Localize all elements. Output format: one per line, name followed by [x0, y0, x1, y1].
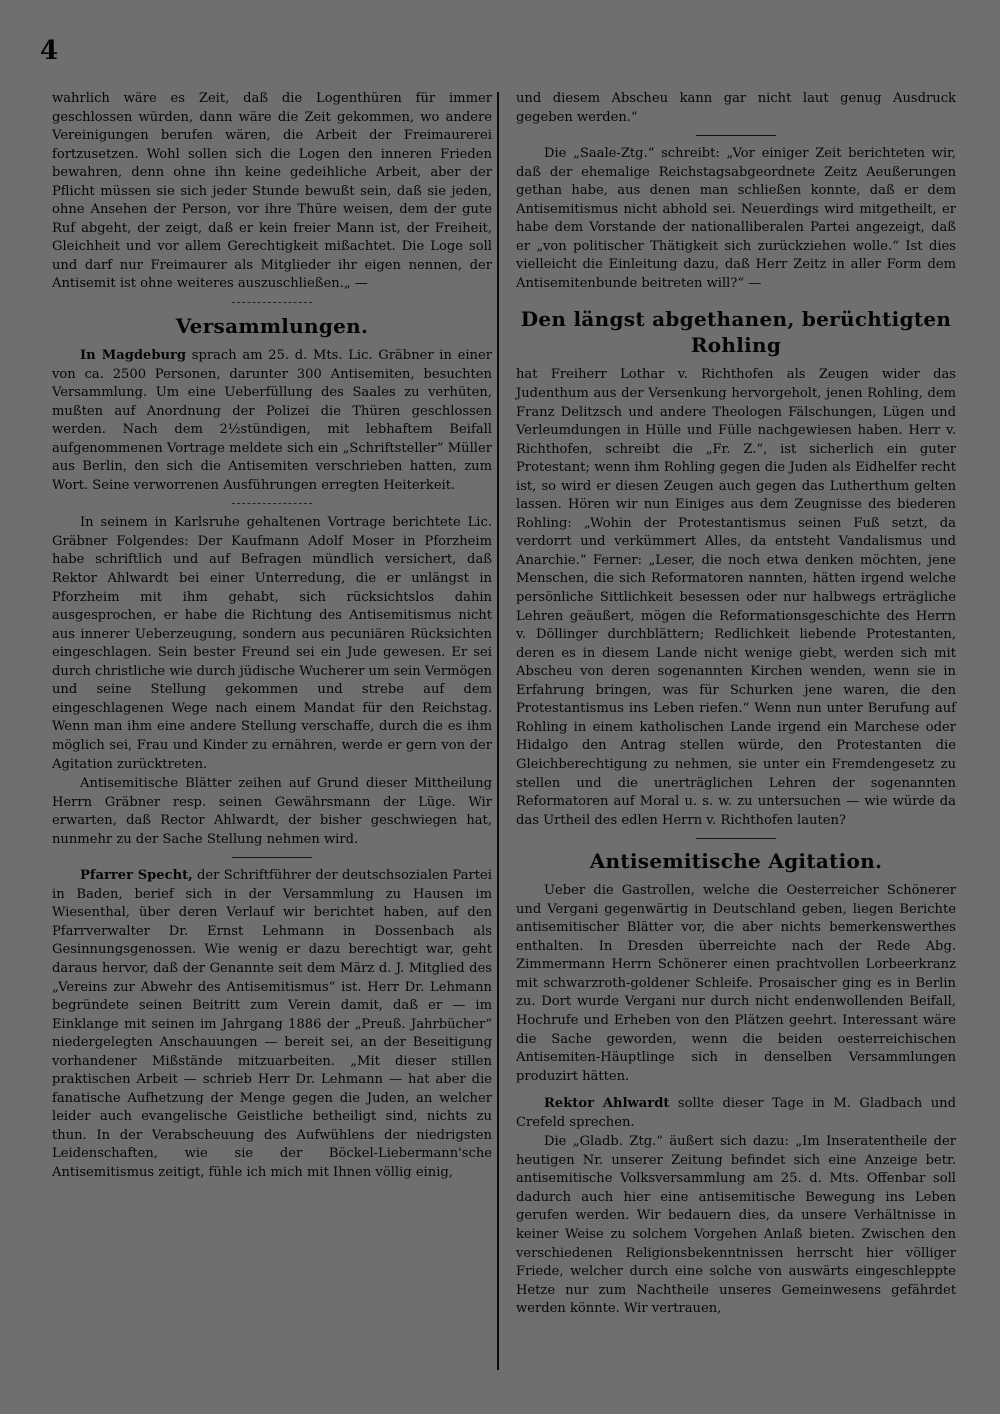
- paragraph-text: sollte dieser Tage in M. Gladbach und Crefeld sprechen.: [516, 1096, 956, 1130]
- column-rule: [497, 92, 499, 1370]
- section-heading-agitation: Antisemitische Agitation.: [589, 849, 883, 874]
- section-heading-versammlungen: Versammlungen.: [175, 314, 369, 339]
- paragraph-rohling: hat Freiherr Lothar v. Richthofen als Zeugen wider das Judenthum aus der Versenkung hervorgeholt, jenen Rohling, dem Franz Delitzsch und andere Theologen Fälschungen, Lügen und Verleumdungen in Hülle und Fülle nachgewiesen haben. Herr v. Richthofen, schreibt die „Fr. Z.“, ist sicherlich ein guter Protestant; wenn ihm Rohling gegen die Juden als Eidhelfer recht ist, so wird er diesen Zeugen auch gegen das Lutherthum gelten lassen. Hören wir nun Einiges aus dem Zeugnisse des biederen Rohling: „Wohin der Protestantismus seinen Fuß setzt, da verdorrt und verkümmert Alles, da entsteht Vandalismus und Anarchie.“ Ferner: „Leser, die noch etwa denken möchten, jene Menschen, die sich Reformatoren nannten, hätten irgend welche persönliche Sittlichkeit besessen oder nur halbwegs erträgliche Lehren geäußert, mögen die Reformationsgeschichte des Herrn v. Döllinger durchblättern; Redlichkeit liebende Protestanten, deren es in diesem Lande nicht wenige giebt, werden sich mit Abscheu von deren sogenannten Kirchen wenden, wenn sie in Erfahrung bringen, was für Schurken jene waren, die den Protestantismus ins Leben riefen.“ Wenn nun unter Berufung auf Rohling in einem katholischen Lande irgend ein Marchese oder Hidalgo den Antrag stellen würde, den Protestanten die Gleichberechtigung zu nehmen, sie unter ein Fremdengesetz zu stellen und die unerträglichen Lehren der sogenannten Reformatoren auf Moral u. s. w. zu untersuchen — wie würde da das Urtheil des edlen Herrn v. Richthofen lauten?: [516, 367, 956, 828]
- separator: [232, 503, 312, 505]
- paragraph-karlsruhe: In seinem in Karlsruhe gehaltenen Vortrage berichtete Lic. Gräbner Folgendes: Der Kaufmann Adolf Moser in Pforzheim habe schriftlich und auf Befragen mündlich versichert, daß Rektor Ahlwardt bei einer Unterredung, die er unlängst in Pforzheim mit ihm gehabt, sich rücksichtslos dahin ausgesprochen, er habe die Richtung des Antisemitismus nicht aus innerer Ueberzeugung, sondern aus pecuniären Rücksichten eingeschlagen. Sein bester Freund sei ein Jude gewesen. Er sei durch christliche wie durch jüdische Wucherer um sein Vermögen und seine Stellung gekommen und strebe auf dem eingeschlagenen Wege nach einem Mandat für den Reichstag. Wenn man ihm eine andere Stellung verschaffe, durch die es ihm möglich sei, Frau und Kinder zu ernähren, werde er gern von der Agitation zurücktreten.: [52, 515, 492, 772]
- right-column: [516, 90, 956, 1320]
- paragraph-specht: [52, 867, 492, 1182]
- left-column: [52, 90, 492, 1184]
- paragraph-text: sprach am 25. d. Mts. Lic. Gräbner in einer von ca. 2500 Personen, darunter 300 Antisemiten, besuchten Versammlung. Um eine Ueberfüllung des Saales zu verhüten, mußten auf Anordnung der Polizei die Thüren geschlossen werden. Nach dem 2½stündigen, mit lebhaftem Beifall aufgenommenen Vortrage meldete sich ein „Schriftsteller“ Müller aus Berlin, den sich die Antisemiten verschrieben hatten, zum Wort. Seine verworrenen Ausführungen erregten Heiterkeit.: [52, 348, 492, 493]
- paragraph-gladb-ztg: Die „Gladb. Ztg.“ äußert sich dazu: „Im Inseratentheile der heutigen Nr. unserer Zeitung befindet sich eine Anzeige betr. antisemitische Volksversammlung am 25. d. Mts. Offenbar soll dadurch auch hier eine antisemitische Bewegung ins Leben gerufen werden. Wir bedauern dies, da unsere Verhältnisse in keiner Weise zu solchem Vorgehen Anlaß bieten. Zwischen den verschiedenen Religionsbekenntnissen herrscht hier völliger Friede, welcher durch eine solche von auswärts eingeschleppte Hetze nur zum Nachtheile unseres Gemeinwesens gefährdet werden könnte. Wir vertrauen,: [516, 1134, 956, 1317]
- page-number: 4: [40, 36, 59, 66]
- article-continuation: und diesem Abscheu kann gar nicht laut genug Ausdruck gegeben werden.“: [516, 91, 956, 125]
- paragraph-blaetter: Antisemitische Blätter zeihen auf Grund dieser Mittheilung Herrn Gräbner resp. seinen Gewährsmann der Lüge. Wir erwarten, daß Rector Ahlwardt, der bisher geschwiegen hat, nunmehr zu der Sache Stellung nehmen wird.: [52, 776, 492, 847]
- paragraph-text: der Schriftführer der deutschsozialen Partei in Baden, berief sich in der Versammlung zu Hausen im Wiesenthal, über deren Verlauf wir berichtet haben, auf den Pfarrverwalter Dr. Ernst Lehmann in Dossenbach als Gesinnungsgenossen. Wie wenig er dazu berechtigt war, geht daraus hervor, daß der Genannte seit dem März d. J. Mitglied des „Vereins zur Abwehr des Antisemitismus“ ist. Herr Dr. Lehmann begründete seinen Beitritt zum Verein damit, daß er — im Einklange mit seinen im Jahrgang 1886 der „Preuß. Jahrbücher“ niedergelegten Anschauungen — bereit sei, an der Beseitigung vorhandener Mißstände mitzuarbeiten. „Mit dieser stillen praktischen Arbeit — schrieb Herr Dr. Lehmann — hat aber die fanatische Aufhetzung der Menge gegen die Juden, an welcher leider auch evangelische Geistliche betheiligt sind, nichts zu thun. In der Verabscheuung des Aufwühlens der niedrigsten Leidenschaften, wie sie der Böckel-Liebermann'sche Antisemitismus zeitigt, fühle ich mich mit Ihnen völlig einig,: [52, 868, 492, 1180]
- section-heading-rohling: Den längst abgethanen, berüchtigten Rohling: [520, 307, 952, 358]
- paragraph-gastrollen: Ueber die Gastrollen, welche die Oesterreicher Schönerer und Vergani gegenwärtig in Deutschland geben, liegen Berichte antisemitischer Blätter vor, die aber nichts bemerkenswerthes enthalten. In Dresden überreichte nach der Rede Abg. Zimmermann Herrn Schönerer einen prachtvollen Lorbeerkranz mit schwarzroth-goldener Schleife. Prosaischer ging es in Berlin zu. Dort wurde Vergani nur durch nicht endenwollenden Beifall, Hochrufe und Erheben von den Plätzen geehrt. Interessant wäre die Sache geworden, wenn die beiden oesterreichischen Antisemiten-Häuptlinge sich in denselben Versammlungen produzirt hätten.: [516, 883, 956, 1084]
- separator: [232, 857, 312, 858]
- paragraph-lead: Rektor Ahlwardt: [544, 1096, 670, 1112]
- separator: [696, 838, 776, 839]
- paragraph-lead: In Magdeburg: [80, 348, 187, 364]
- paragraph-magdeburg: [52, 347, 492, 495]
- article-continuation: wahrlich wäre es Zeit, daß die Logenthüren für immer geschlossen würden, dann wäre die Zeit gekommen, wo andere Vereinigungen berufen wären, die Arbeit der Freimaurerei fortzusetzen. Wohl sollen sich die Logen den inneren Frieden bewahren, denn ohne ihn keine gedeihliche Arbeit, aber der Pflicht müssen sie sich jeder Stunde bewußt sein, daß sie jeden, ohne Ansehen der Person, vor ihre Thüre weisen, dem der gute Ruf abgeht, der zeigt, daß er kein freier Mann ist, der Freiheit, Gleichheit und vor allem Gerechtigkeit mißachtet. Die Loge soll und darf nur Freimaurer als Mitglieder ihr eigen nennen, der Antisemit ist ohne weiteres auszuschließen.„ —: [52, 91, 492, 292]
- paragraph-lead: Pfarrer Specht,: [80, 868, 193, 884]
- paragraph-ahlwardt: [516, 1095, 956, 1132]
- separator: [232, 302, 312, 304]
- separator: [696, 135, 776, 136]
- paragraph-saale-ztg: Die „Saale-Ztg.“ schreibt: „Vor einiger Zeit berichteten wir, daß der ehemalige Reichstagsabgeordnete Zeitz Aeußerungen gethan habe, aus denen man schließen konnte, daß er dem Antisemitismus nicht abhold sei. Neuerdings wird mitgetheilt, er habe dem Vorstande der nationalliberalen Partei angezeigt, daß er „von politischer Thätigkeit sich zurückziehen wolle.“ Ist dies vielleicht die Einleitung dazu, daß Herr Zeitz in aller Form dem Antisemitenbunde beitreten will?“ —: [516, 146, 956, 291]
